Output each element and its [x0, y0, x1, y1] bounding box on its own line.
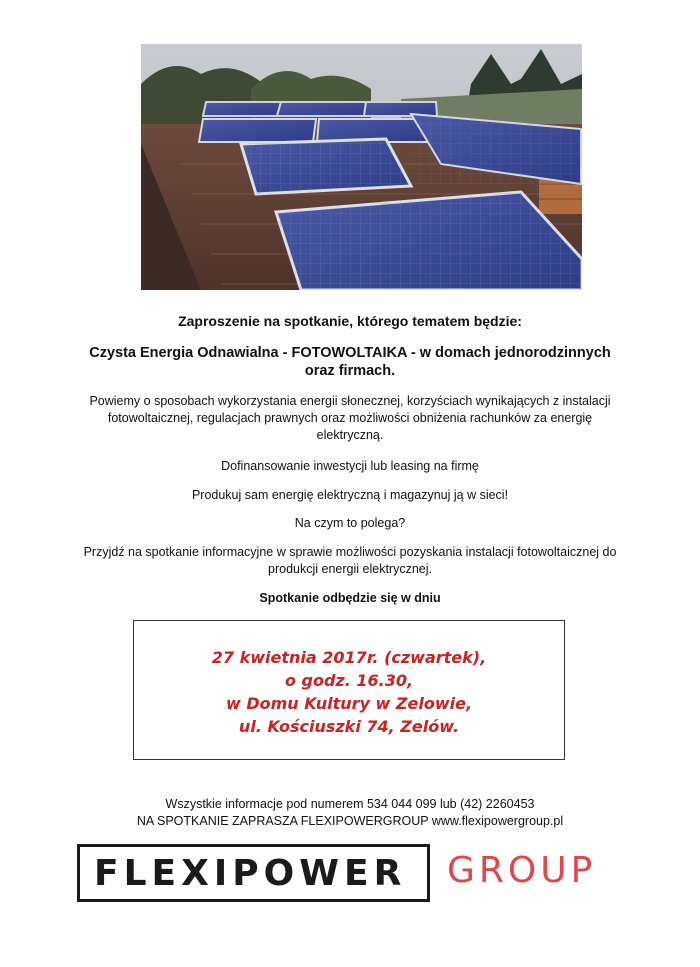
solar-roof-illustration: [141, 44, 582, 290]
invitation-heading: Zaproszenie na spotkanie, którego tematem będzie:: [178, 313, 522, 329]
info-meeting-line-2: produkcji energii elektrycznej.: [268, 562, 432, 576]
topic-line-2: oraz firmach.: [304, 363, 396, 379]
financing-text: Dofinansowanie inwestycji lub leasing na firmę: [221, 459, 479, 473]
topic-title: [60, 344, 640, 380]
intro-line-1: Powiemy o sposobach wykorzystania energii słonecznej, korzyściach wynikających z instalacji: [89, 394, 611, 408]
intro-line-2: fotowoltaicznej, regulacjach prawnych oraz możliwości obniżenia rachunków za energię: [107, 411, 593, 425]
info-meeting-paragraph: [60, 544, 640, 578]
logo-frame: [77, 844, 430, 902]
event-time: o godz. 16.30,: [284, 671, 414, 690]
logo-main-text: FLEXIPOWER: [94, 853, 407, 894]
question-text: Na czym to polega?: [294, 516, 406, 530]
event-details-box: [133, 620, 565, 760]
contact-info: Wszystkie informacje pod numerem 534 044 099 lub (42) 2260453: [165, 797, 535, 811]
solar-panels-photo: [141, 44, 582, 290]
info-meeting-line-1: Przyjdź na spotkanie informacyjne w sprawie możliwości pozyskania instalacji fotowoltaicznej do: [83, 545, 617, 559]
organizer-invite: NA SPOTKANIE ZAPRASZA FLEXIPOWERGROUP www.flexipowergroup.pl: [136, 814, 564, 828]
event-address: ul. Kościuszki 74, Zelów.: [238, 717, 460, 736]
event-date: 27 kwietnia 2017r. (czwartek),: [211, 648, 487, 667]
intro-paragraph: [60, 393, 640, 444]
logo-group-text: GROUP: [447, 850, 597, 891]
intro-line-3: elektryczną.: [316, 428, 384, 442]
topic-line-1: Czysta Energia Odnawialna - FOTOWOLTAIKA - w domach jednorodzinnych: [89, 345, 611, 361]
event-venue: w Domu Kultury w Zelowie,: [225, 694, 473, 713]
meeting-label: Spotkanie odbędzie się w dniu: [259, 591, 441, 605]
produce-energy-text: Produkuj sam energię elektryczną i magazynuj ją w sieci!: [191, 488, 509, 502]
